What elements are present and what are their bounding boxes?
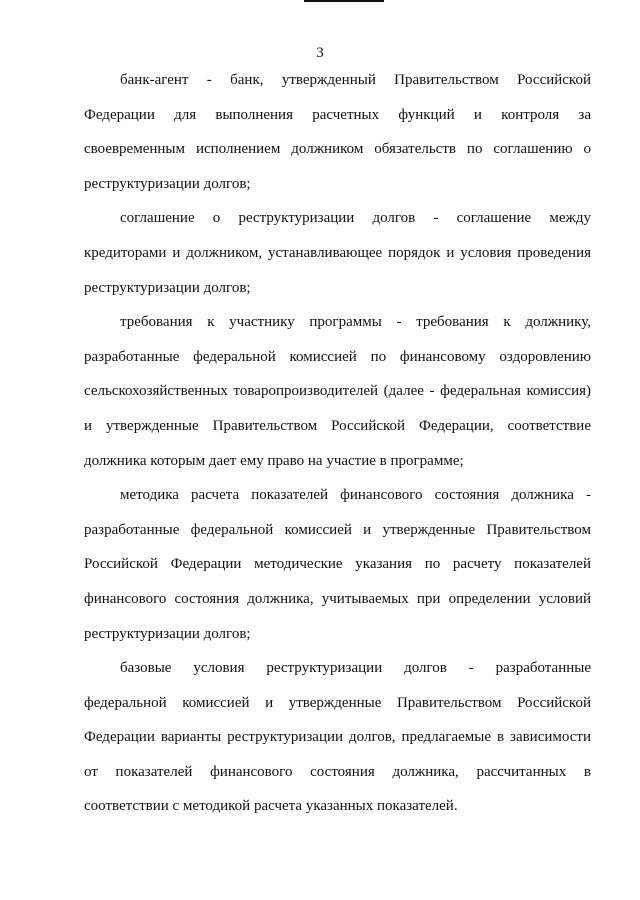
- text-line: соглашение о реструктуризации долгов - соглашение между: [120, 210, 591, 227]
- text-line: соответствии с методикой расчета указанных показателей.: [84, 798, 458, 815]
- text-line: банк-агент - банк, утвержденный Правительством Российской: [120, 72, 591, 88]
- paragraph-calculation-methodology: [84, 478, 591, 651]
- text-line: кредиторами и должником, устанавливающее порядок и условия проведения: [84, 244, 591, 261]
- page-number: 3: [316, 45, 324, 61]
- top-rule: [304, 0, 384, 2]
- text-line: федеральной комиссией и утвержденные Правительством Российской: [84, 694, 591, 711]
- text-line: должника которым дает ему право на участие в программе;: [84, 452, 464, 469]
- text-line: требования к участнику программы - требования к должнику,: [120, 314, 591, 331]
- text-line: Федерации для выполнения расчетных функций и контроля за: [84, 106, 591, 123]
- text-line: методика расчета показателей финансового состояния должника -: [120, 487, 591, 504]
- text-line: реструктуризации долгов;: [84, 625, 251, 642]
- text-line: базовые условия реструктуризации долгов - разработанные: [120, 660, 591, 677]
- text-line: и утвержденные Правительством Российской Федерации, соответствие: [84, 417, 591, 434]
- text-line: Федерации варианты реструктуризации долгов, предлагаемые в зависимости: [84, 729, 591, 746]
- text-line: Российской Федерации методические указания по расчету показателей: [84, 556, 591, 573]
- text-line: финансового состояния должника, учитываемых при определении условий: [84, 590, 591, 607]
- paragraph-basic-conditions: [84, 651, 591, 824]
- document-body: [84, 63, 591, 824]
- text-line: сельскохозяйственных товаропроизводителей (далее - федеральная комиссия): [84, 383, 591, 400]
- text-line: своевременным исполнением должником обязательств по соглашению о: [84, 141, 591, 158]
- paragraph-participant-requirements: [84, 305, 591, 478]
- text-line: от показателей финансового состояния должника, рассчитанных в: [84, 763, 591, 780]
- paragraph-restructuring-agreement: [84, 201, 591, 305]
- paragraph-bank-agent: [84, 63, 591, 201]
- text-line: разработанные федеральной комиссией и утвержденные Правительством: [84, 521, 591, 538]
- text-line: разработанные федеральной комиссией по финансовому оздоровлению: [84, 348, 591, 365]
- text-line: реструктуризации долгов;: [84, 279, 251, 296]
- text-line: реструктуризации долгов;: [84, 175, 251, 192]
